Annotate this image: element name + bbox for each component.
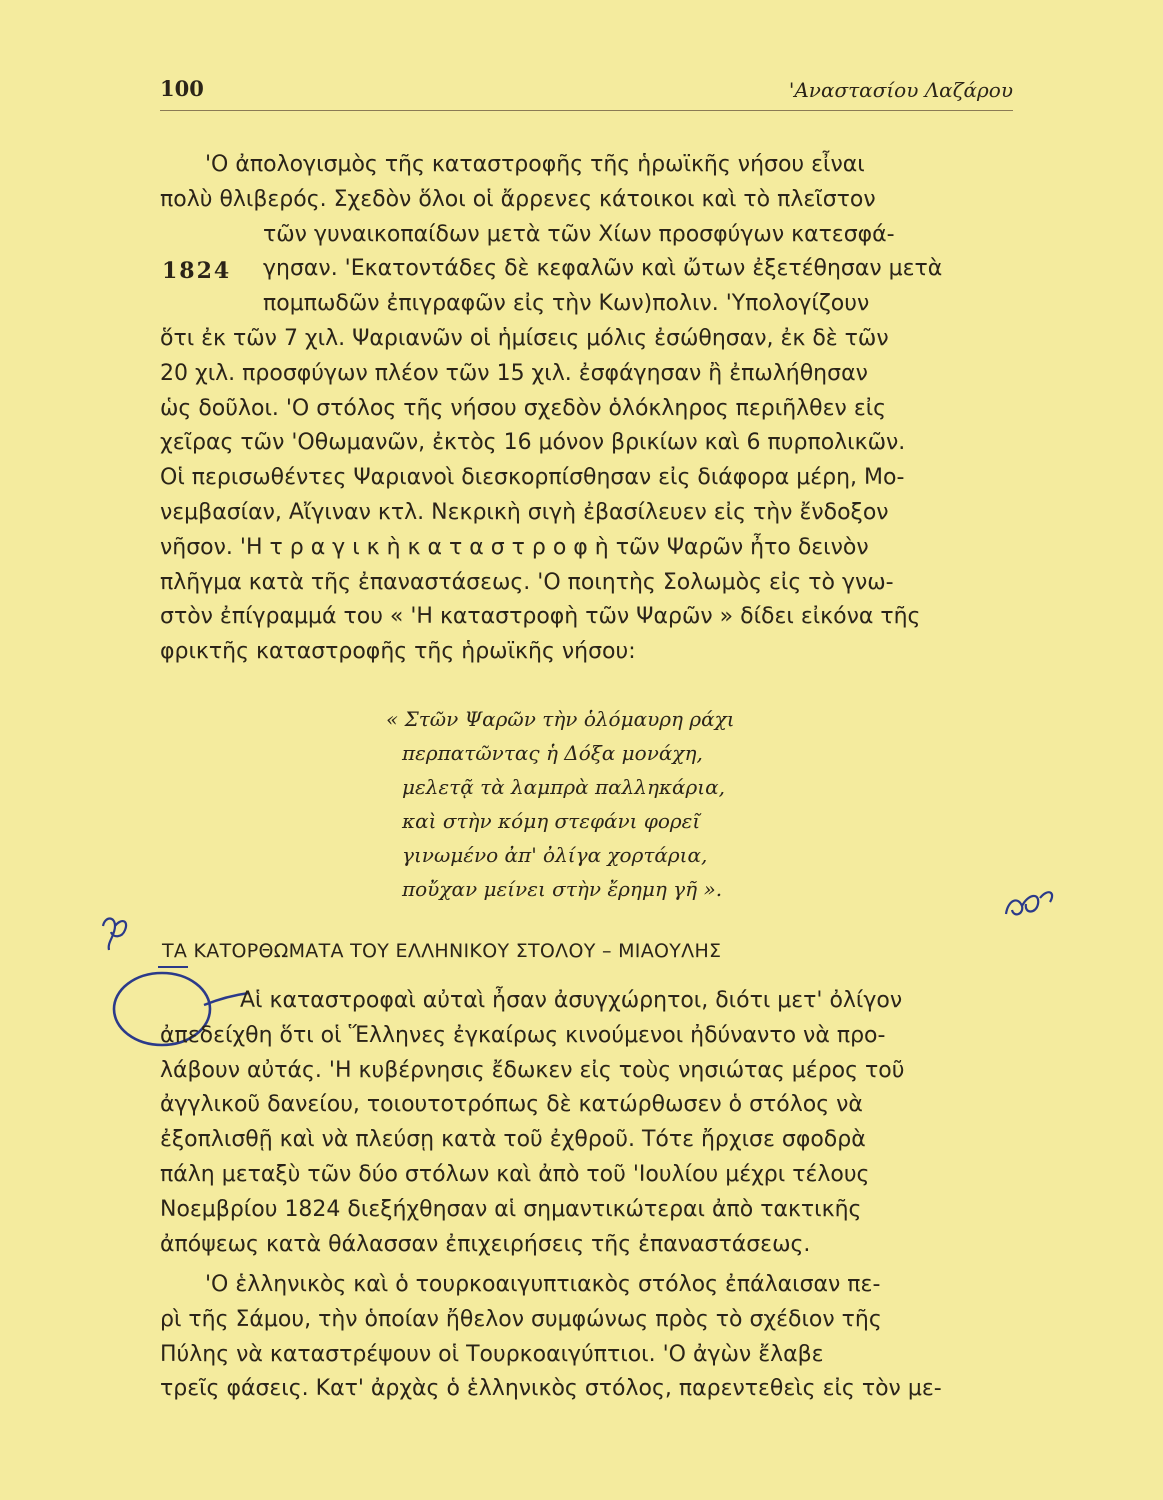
text-line: νῆσον. 'Η τ ρ α γ ι κ ὴ κ α τ α σ τ ρ ο φ ὴ τῶν Ψαρῶν ἦτο δεινὸν <box>160 534 869 560</box>
text-line: νεμβασίαν, Αἴγιναν κτλ. Νεκρικὴ σιγὴ ἐβασίλευεν εἰς τὴν ἔνδοξον <box>160 499 889 525</box>
page-number: 100 <box>160 76 204 101</box>
text-line: 'Ο ἑλληνικὸς καὶ ὁ τουρκοαιγυπτιακὸς στόλος ἐπάλαισαν πε- <box>205 1272 881 1297</box>
text-line: πλῆγμα κατὰ τῆς ἐπαναστάσεως. 'Ο ποιητὴς Σολωμὸς εἰς τὸ γνω- <box>160 569 894 595</box>
text-line: Οἱ περισωθέντες Ψαριανοὶ διεσκορπίσθησαν εἰς διάφορα μέρη, Μο- <box>160 465 905 491</box>
text-line: πολὺ θλιβερός. Σχεδὸν ὅλοι οἱ ἄρρενες κάτοικοι καὶ τὸ πλεῖστον <box>160 186 876 212</box>
header-rule <box>160 110 1013 111</box>
page-header <box>160 76 1013 106</box>
handwritten-mark-left <box>95 912 155 962</box>
poem-line: γινωμένο ἀπ' ὀλίγα χορτάρια, <box>402 843 708 867</box>
poem-line: περπατῶντας ἡ Δόξα μονάχη, <box>402 741 703 765</box>
text-line: τῶν γυναικοπαίδων μετὰ τῶν Χίων προσφύγων κατεσφά- <box>263 221 895 247</box>
text-line: στὸν ἐπίγραμμά του « 'Η καταστροφὴ τῶν Ψαρῶν » δίδει εἰκόνα τῆς <box>160 604 921 630</box>
text-line: πομπωδῶν ἐπιγραφῶν εἰς τὴν Κων)πολιν. 'Υπολογίζουν <box>263 291 870 317</box>
handwritten-mark-right <box>1000 884 1070 924</box>
text-line: φρικτῆς καταστροφῆς τῆς ἡρωϊκῆς νήσου: <box>160 639 636 665</box>
text-line: ἀπόψεως κατὰ θάλασσαν ἐπιχειρήσεις τῆς ἐπαναστάσεως. <box>160 1231 811 1257</box>
text-line: 20 χιλ. προσφύγων πλέον τῶν 15 χιλ. ἐσφάγησαν ἢ ἐπωλήθησαν <box>160 360 868 386</box>
text-line: Νοεμβρίου 1824 διεξήχθησαν αἱ σημαντικώτεραι ἀπὸ τακτικῆς <box>160 1196 862 1222</box>
text-line: ἀγγλικοῦ δανείου, τοιουτοτρόπως δὲ κατώρθωσεν ὁ στόλος νὰ <box>160 1092 863 1118</box>
text-line: ρὶ τῆς Σάμου, τὴν ὁποίαν ἤθελον συμφώνως πρὸς τὸ σχέδιον τῆς <box>160 1306 882 1332</box>
text-line: πάλη μεταξὺ τῶν δύο στόλων καὶ ἀπὸ τοῦ 'Ιουλίου μέχρι τέλους <box>160 1161 870 1187</box>
running-head: 'Αναστασίου Λαζάρου <box>788 78 1013 102</box>
text-line: ἐξοπλισθῇ καὶ νὰ πλεύσῃ κατὰ τοῦ ἐχθροῦ. Τότε ἤρχισε σφοδρὰ <box>160 1127 866 1153</box>
text-line: ὅτι ἐκ τῶν 7 χιλ. Ψαριανῶν οἱ ἡμίσεις μόλις ἐσώθησαν, ἐκ δὲ τῶν <box>160 325 889 351</box>
text-line: 'Ο ἀπολογισμὸς τῆς καταστροφῆς τῆς ἡρωϊκῆς νήσου εἶναι <box>205 152 865 177</box>
text-line: λάβουν αὐτάς. 'Η κυβέρνησις ἔδωκεν εἰς τοὺς νησιώτας μέρος τοῦ <box>160 1057 905 1083</box>
paragraph-3 <box>160 1268 1010 1407</box>
text-line: ὡς δοῦλοι. 'Ο στόλος τῆς νήσου σχεδὸν ὁλόκληρος περιῆλθεν εἰς <box>160 395 887 421</box>
margin-year: 1824 <box>162 258 232 284</box>
text-line: γησαν. 'Εκατοντάδες δὲ κεφαλῶν καὶ ὤτων ἐξετέθησαν μετὰ <box>263 256 943 282</box>
text-line: Πύλης νὰ καταστρέψουν οἱ Τουρκοαιγύπτιοι. 'Ο ἀγὼν ἔλαβε <box>160 1341 824 1367</box>
text-line: Αἱ καταστροφαὶ αὐταὶ ἦσαν ἀσυγχώρητοι, διότι μετ' ὀλίγον <box>240 988 903 1013</box>
paragraph-1 <box>160 148 1010 670</box>
text-line: χεῖρας τῶν 'Οθωμανῶν, ἐκτὸς 16 μόνον βρικίων καὶ 6 πυρπολικῶν. <box>160 430 906 456</box>
poem-line: « Στῶν Ψαρῶν τὴν ὁλόμαυρη ράχι <box>386 707 735 731</box>
poem-quote <box>386 702 735 906</box>
text-line: ἀπεδείχθη ὅτι οἱ Ἕλληνες ἐγκαίρως κινούμενοι ἠδύναντο νὰ προ- <box>160 1022 886 1048</box>
poem-line: μελετᾷ τὰ λαμπρὰ παλληκάρια, <box>402 775 726 799</box>
text-line: τρεῖς φάσεις. Κατ' ἀρχὰς ὁ ἑλληνικὸς στόλος, παρεντεθεὶς εἰς τὸν με- <box>160 1376 942 1402</box>
poem-line: ποὔχαν μείνει στὴν ἔρημη γῆ ». <box>402 877 723 901</box>
paragraph-2 <box>160 984 1010 1262</box>
poem-line: καὶ στὴν κόμη στεφάνι φορεῖ <box>402 809 701 833</box>
section-heading: ΤΑ ΚΑΤΟΡΘΩΜΑΤΑ ΤΟΥ ΕΛΛΗΝΙΚΟΥ ΣΤΟΛΟΥ – ΜΙΑΟΥΛΗΣ <box>162 940 722 962</box>
